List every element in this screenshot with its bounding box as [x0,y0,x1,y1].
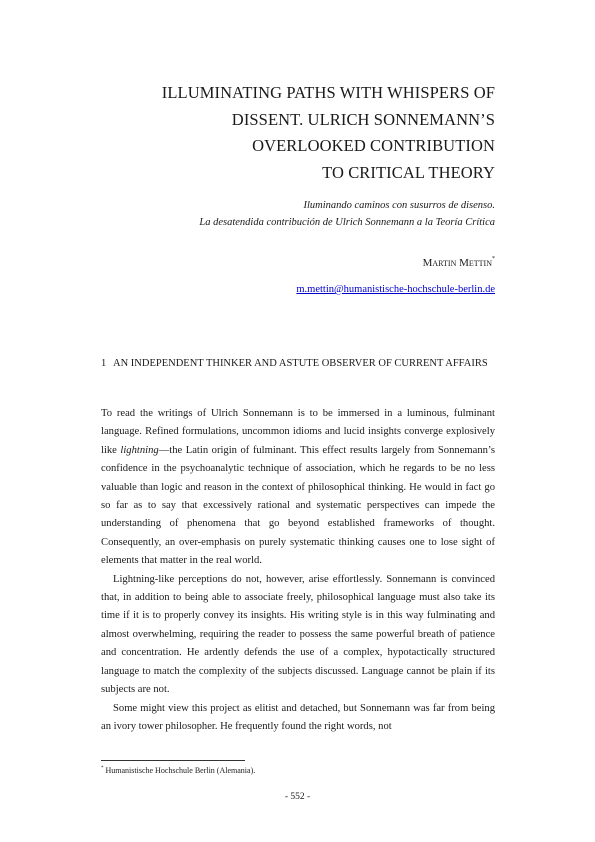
article-title [75,80,495,186]
paragraph-text: —the Latin origin of fulminant. This effect results largely from Sonnemann’s confidence in the psychoanalytic technique of association, which he regards to be no less valuable than logic and reason in the context of philosophical thinking. He would in fact go so far as to say that excessively rational and systematic perspectives can impede the understanding of phenomena that go beyond established frameworks of thought. Consequently, an over-emphasis on purely systematic thinking causes one to lose sight of elements that matter in the real world. [101,444,495,567]
article-body [101,405,495,736]
body-paragraph [101,405,495,571]
subtitle-line: Iluminando caminos con susurros de disenso. [303,200,495,211]
footnote [101,766,255,775]
title-line: ILLUMINATING PATHS WITH WHISPERS OF [161,83,495,102]
body-paragraph: Lightning-like perceptions do not, however, arise effortlessly. Sonnemann is convinced that, in addition to being able to associate freely, philosophical language must also take its time if it is to properly convey its insights. His writing style is in this way fulminating and almost overwhelming, requiring the reader to possess the same powerful breath of patience and concentration. He ardently defends the use of a complex, hypotactically structured language to match the complexity of the subjects discussed. Language cannot be plain if its subjects are not. [101,573,495,696]
author-name: Martin Mettin [422,257,492,269]
author-footnote-marker[interactable]: * [492,256,495,262]
subtitle-line: La desatendida contribución de Ulrich Sonnemann a la Teoría Crítica [199,217,495,228]
footnote-marker: * [101,766,104,771]
section-heading [101,355,501,373]
title-line: TO CRITICAL THEORY [322,162,495,182]
section-number: 1 [101,358,107,369]
body-paragraph: Some might view this project as elitist and detached, but Sonnemann was far from being an ivory tower philosopher. He frequently found the right words, not [101,702,495,732]
title-line: DISSENT. ULRICH SONNEMANN’S [231,109,495,129]
author-line [423,256,495,269]
section-title: AN INDEPENDENT THINKER AND ASTUTE OBSERVER OF CURRENT AFFAIRS [113,358,488,369]
paragraph-text: To read the writings of Ulrich Sonnemann is to be immersed in a luminous, fulminant language. Refined formulations, uncommon idioms and lucid insights converge explosively like [101,408,495,456]
author-email-link[interactable]: m.mettin@humanistische-hochschule-berlin.de [296,284,495,295]
footnote-separator [101,760,245,761]
article-subtitle [75,197,495,231]
footnote-text: Humanistische Hochschule Berlin (Alemania). [105,766,256,775]
emphasized-word: lightning [120,444,159,456]
title-line: OVERLOOKED CONTRIBUTION [252,136,495,155]
page-number: - 552 - [284,792,311,802]
